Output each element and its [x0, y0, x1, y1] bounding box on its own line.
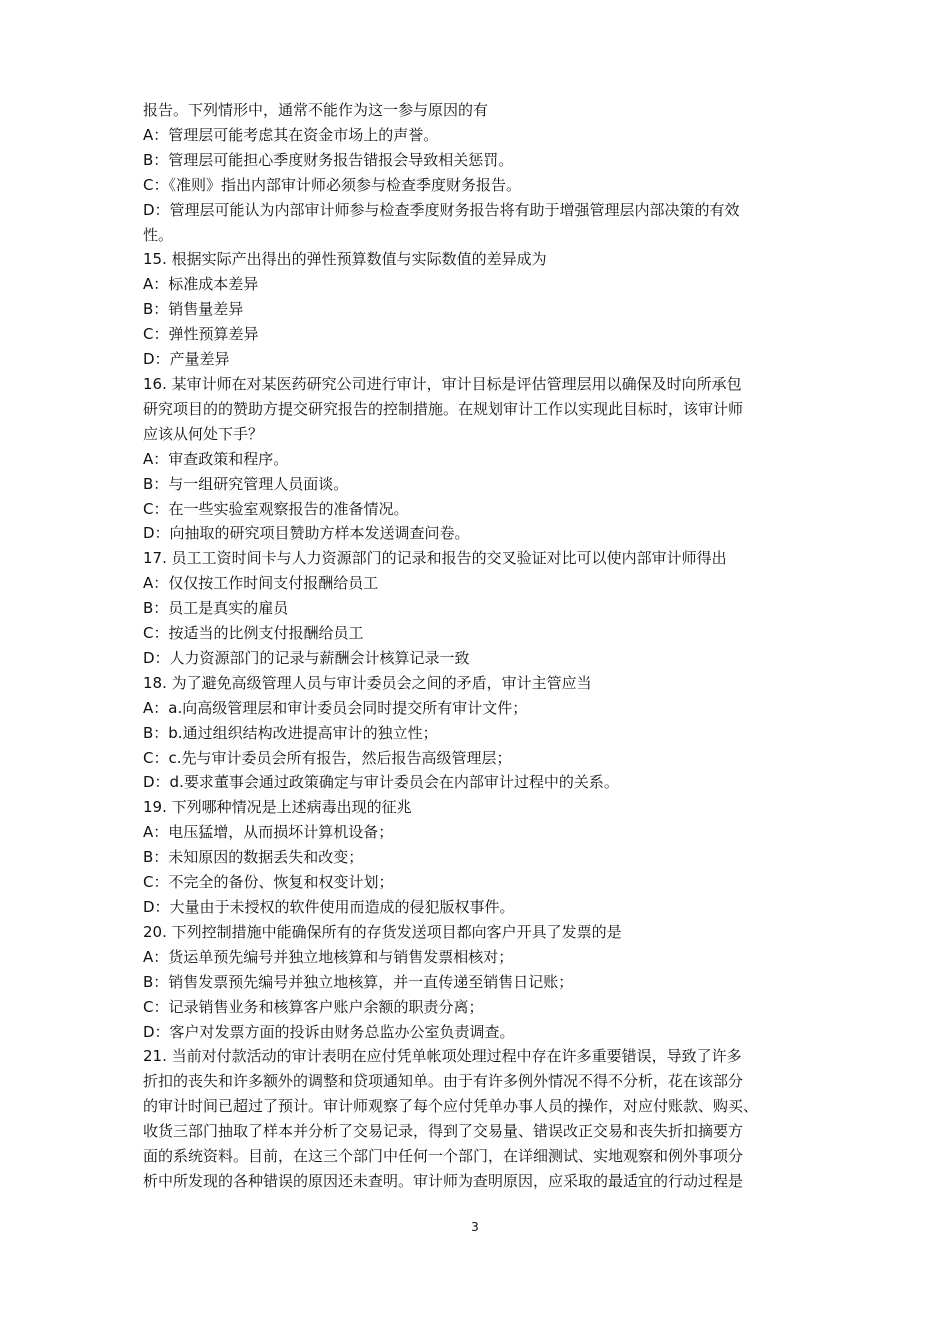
text-line: D：产量差异: [143, 350, 230, 369]
text-line: 的审计时间已超过了预计。审计师观察了每个应付凭单办事人员的操作，对应付账款、购买、: [143, 1097, 759, 1116]
text-line: 15. 根据实际产出得出的弹性预算数值与实际数值的差异成为: [143, 250, 547, 269]
text-line: 析中所发现的各种错误的原因还未查明。审计师为查明原因，应采取的最适宜的行动过程是: [143, 1171, 744, 1190]
text-line: B：与一组研究管理人员面谈。: [143, 474, 349, 493]
text-line: D：大量由于未授权的软件使用而造成的侵犯版权事件。: [143, 898, 515, 916]
text-line: A：审查政策和程序。: [143, 449, 289, 468]
text-line: D：d.要求董事会通过政策确定与审计委员会在内部审计过程中的关系。: [143, 773, 619, 792]
text-line: C：c.先与审计委员会所有报告，然后报告高级管理层；: [143, 748, 512, 767]
text-line: A：电压猛增，从而损坏计算机设备；: [143, 823, 394, 842]
text-line: C：记录销售业务和核算客户账户余额的职责分离；: [143, 997, 484, 1016]
text-line: D：管理层可能认为内部审计师参与检查季度财务报告将有助于增强管理层内部决策的有效: [143, 200, 740, 219]
text-line: A：货运单预先编号并独立地核算和与销售发票相核对；: [143, 947, 514, 966]
text-line: 研究项目的的赞助方提交研究报告的控制措施。在规划审计工作以实现此目标时，该审计师: [143, 399, 744, 418]
text-line: B：未知原因的数据丢失和改变；: [143, 848, 364, 867]
text-line: 18. 为了避免高级管理人员与审计委员会之间的矛盾，审计主管应当: [143, 673, 592, 692]
text-line: A：仅仅按工作时间支付报酬给员工: [143, 574, 379, 593]
document-body: [143, 98, 813, 1194]
text-line: A：标准成本差异: [143, 275, 259, 294]
text-line: 报告。下列情形中，通常不能作为这一参与原因的有: [143, 101, 489, 119]
text-line: 收货三部门抽取了样本并分析了交易记录，得到了交易量、错误改正交易和丧失折扣摘要方: [143, 1122, 744, 1141]
text-line: 面的系统资料。目前，在这三个部门中任何一个部门，在详细测试、实地观察和例外事项分: [143, 1147, 744, 1166]
text-line: 16. 某审计师在对某医药研究公司进行审计，审计目标是评估管理层用以确保及时向所承包: [143, 374, 742, 393]
text-line: D：人力资源部门的记录与薪酬会计核算记录一致: [143, 648, 470, 667]
text-line: B：b.通过组织结构改进提高审计的独立性；: [143, 723, 438, 742]
text-line: D：向抽取的研究项目赞助方样本发送调查问卷。: [143, 524, 470, 543]
text-line: C：按适当的比例支付报酬给员工: [143, 624, 364, 643]
text-line: 性。: [143, 225, 174, 244]
text-line: A：管理层可能考虑其在资金市场上的声誉。: [143, 125, 439, 144]
text-line: B：员工是真实的雇员: [143, 599, 289, 618]
text-line: B：销售量差异: [143, 300, 244, 319]
text-line: 17. 员工工资时间卡与人力资源部门的记录和报告的交叉验证对比可以使内部审计师得出: [143, 549, 727, 568]
text-line: C：《准则》指出内部审计师必须参与检查季度财务报告。: [143, 175, 521, 194]
text-line: 折扣的丧失和许多额外的调整和贷项通知单。由于有许多例外情况不得不分析，花在该部分: [143, 1072, 744, 1091]
text-line: D：客户对发票方面的投诉由财务总监办公室负责调查。: [143, 1022, 515, 1041]
text-line: C：不完全的备份、恢复和权变计划；: [143, 873, 394, 892]
text-line: C：弹性预算差异: [143, 325, 259, 344]
text-line: 19. 下列哪种情况是上述病毒出现的征兆: [143, 798, 412, 817]
text-line: C：在一些实验室观察报告的准备情况。: [143, 499, 409, 518]
text-line: B：管理层可能担心季度财务报告错报会导致相关惩罚。: [143, 150, 514, 169]
text-line: 21. 当前对付款活动的审计表明在应付凭单帐项处理过程中存在许多重要错误，导致了许多: [143, 1047, 742, 1066]
page-number: 3: [471, 1220, 479, 1234]
text-line: A：a.向高级管理层和审计委员会同时提交所有审计文件；: [143, 698, 528, 717]
text-line: 应该从何处下手？: [143, 424, 264, 443]
text-line: B：销售发票预先编号并独立地核算，并一直传递至销售日记账；: [143, 972, 574, 991]
text-line: 20. 下列控制措施中能确保所有的存货发送项目都向客户开具了发票的是: [143, 922, 622, 941]
